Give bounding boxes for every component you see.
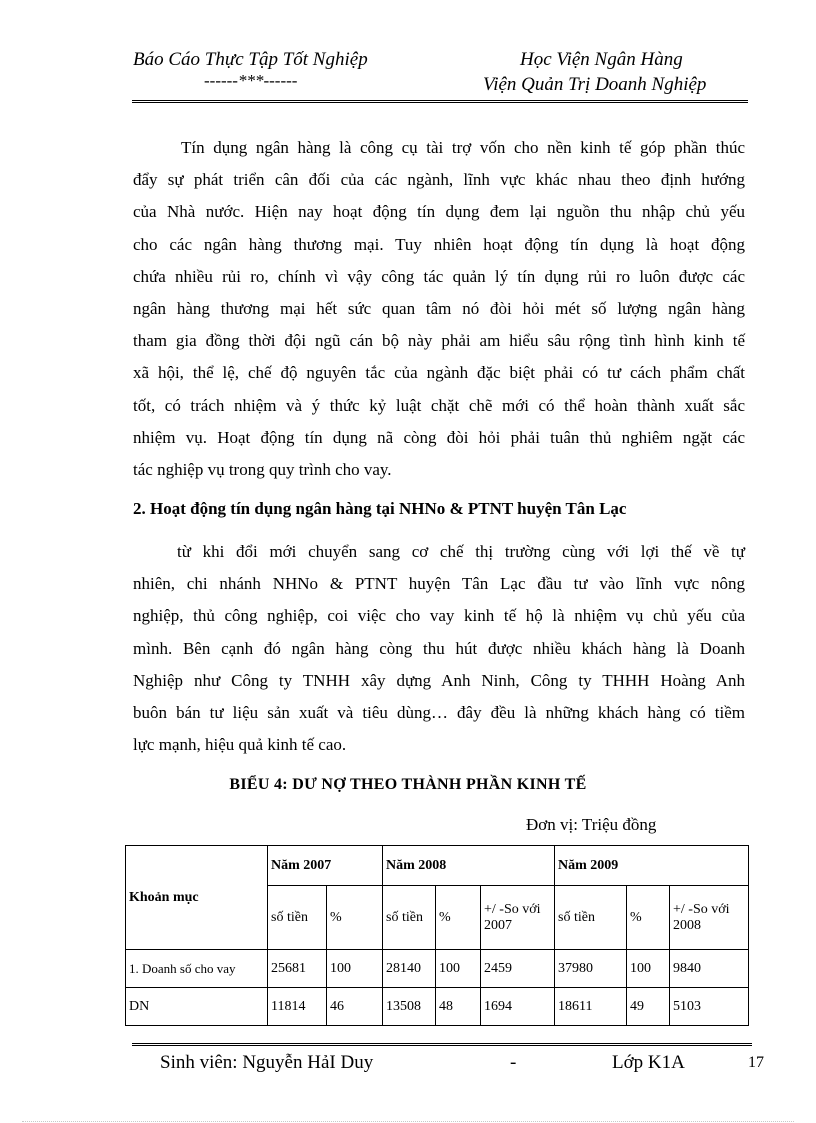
table-row	[126, 950, 749, 988]
sub-header-diff: +/ -So với 2007	[481, 886, 555, 950]
cell: 100	[436, 950, 481, 988]
sub-header-amount: số tiền	[268, 886, 327, 950]
header-right-sub: Viện Quản Trị Doanh Nghiệp	[483, 74, 707, 95]
header-rule	[132, 100, 748, 106]
para2-line: nghiệp, thủ công nghiệp, coi việc cho vay kinh tế hộ là nhiệm vụ chủ yếu của	[133, 606, 745, 626]
footer-class: Lớp K1A	[612, 1052, 685, 1073]
para1-line: của Nhà nước. Hiện nay hoạt động tín dụng đem lại nguồn thu nhập chủ yếu	[133, 202, 745, 222]
para2-line: mình. Bên cạnh đó ngân hàng còng thu hút được nhiều khách hàng là Doanh	[133, 638, 745, 658]
table-row	[126, 988, 749, 1026]
para1-line: tốt, có trách nhiệm và ý thức kỷ luật chặt chẽ mới có thể hoàn thành xuất sắc	[133, 395, 745, 415]
footer-dash: -	[510, 1052, 517, 1073]
sub-header-percent: %	[327, 886, 383, 950]
header-right-title: Học Viện Ngân Hàng	[520, 49, 683, 70]
cell: 1694	[481, 988, 555, 1026]
para1-line: tham gia đồng thời đội ngũ cán bộ này phải am hiểu sâu rộng tình hình kinh tế	[133, 331, 745, 351]
para1-line: Tín dụng ngân hàng là công cụ tài trợ vốn cho nền kinh tế góp phần thúc	[181, 138, 745, 157]
sub-header-percent: %	[627, 886, 670, 950]
cell: 100	[327, 950, 383, 988]
cell: 46	[327, 988, 383, 1026]
para2-line: buôn bán tư liệu sản xuất và tiêu dùng… đây đều là những khách hàng có tiềm	[133, 702, 745, 722]
para2-line: Nghiệp như Công ty TNHH xây dựng Anh Ninh, Công ty THHH Hoàng Anh	[133, 670, 745, 690]
para1-line: tác nghiệp vụ trong quy trình cho vay.	[133, 459, 392, 479]
cell: DN	[126, 988, 268, 1026]
cell: 5103	[670, 988, 749, 1026]
cell: 9840	[670, 950, 749, 988]
para2-line: từ khi đổi mới chuyển sang cơ chế thị trường cùng với lợi thế về tự	[177, 542, 745, 561]
paragraph-2	[133, 536, 745, 761]
data-table	[125, 845, 749, 1026]
paragraph-1	[133, 132, 745, 486]
para1-line: cho các ngân hàng thương mại. Tuy nhiên hoạt động tín dụng là hoạt động	[133, 234, 745, 254]
footer-student: Sinh viên: Nguyễn HảI Duy	[160, 1052, 374, 1073]
section-heading: 2. Hoạt động tín dụng ngân hàng tại NHNo & PTNT huyện Tân Lạc	[133, 499, 627, 518]
cell: 11814	[268, 988, 327, 1026]
sub-header-amount: số tiền	[555, 886, 627, 950]
para1-line: ngân hàng thương mại hết sức quan tâm nó đòi hỏi mét số lượng ngân hàng	[133, 298, 745, 318]
table-title: BIỂU 4: DƯ NỢ THEO THÀNH PHẦN KINH TẾ	[229, 776, 587, 793]
page-edge	[22, 1121, 794, 1122]
header-left-title: Báo Cáo Thực Tập Tốt Nghiệp	[133, 49, 368, 70]
para2-line: lực mạnh, hiệu quả kinh tế cao.	[133, 735, 347, 755]
para1-line: chứa nhiều rủi ro, chính vì vậy công tác quản lý tín dụng rủi ro luôn được các	[133, 266, 745, 286]
sub-header-amount: số tiền	[383, 886, 436, 950]
year-header: Năm 2009	[555, 846, 749, 886]
cell: 49	[627, 988, 670, 1026]
cell: 48	[436, 988, 481, 1026]
para1-line: nhiệm vụ. Hoạt động tín dụng nã còng đòi hỏi phải tuân thủ nghiêm ngặt các	[133, 427, 745, 447]
cell: 18611	[555, 988, 627, 1026]
cell: 25681	[268, 950, 327, 988]
year-header: Năm 2008	[383, 846, 555, 886]
year-header: Năm 2007	[268, 846, 383, 886]
cell: 28140	[383, 950, 436, 988]
col-header-item: Khoản mục	[126, 846, 268, 950]
para1-line: xã hội, thể lệ, chế độ nguyên tắc của ngành đặc biệt phải có tư cách phẩm chất	[133, 363, 745, 383]
para2-line: nhiên, chi nhánh NHNo & PTNT huyện Tân Lạc đầu tư vào lĩnh vực nông	[133, 574, 745, 594]
header-left-sub: ------***------	[204, 71, 298, 90]
footer-rule	[132, 1043, 752, 1049]
table-unit: Đơn vị: Triệu đồng	[526, 815, 657, 834]
cell: 2459	[481, 950, 555, 988]
sub-header-diff: +/ -So với 2008	[670, 886, 749, 950]
cell: 13508	[383, 988, 436, 1026]
page-number: 17	[748, 1054, 764, 1071]
sub-header-percent: %	[436, 886, 481, 950]
cell: 1. Doanh số cho vay	[126, 950, 268, 988]
cell: 37980	[555, 950, 627, 988]
para1-line: đẩy sự phát triển cân đối của các ngành, lĩnh vực khác nhau theo định hướng	[133, 170, 745, 190]
cell: 100	[627, 950, 670, 988]
